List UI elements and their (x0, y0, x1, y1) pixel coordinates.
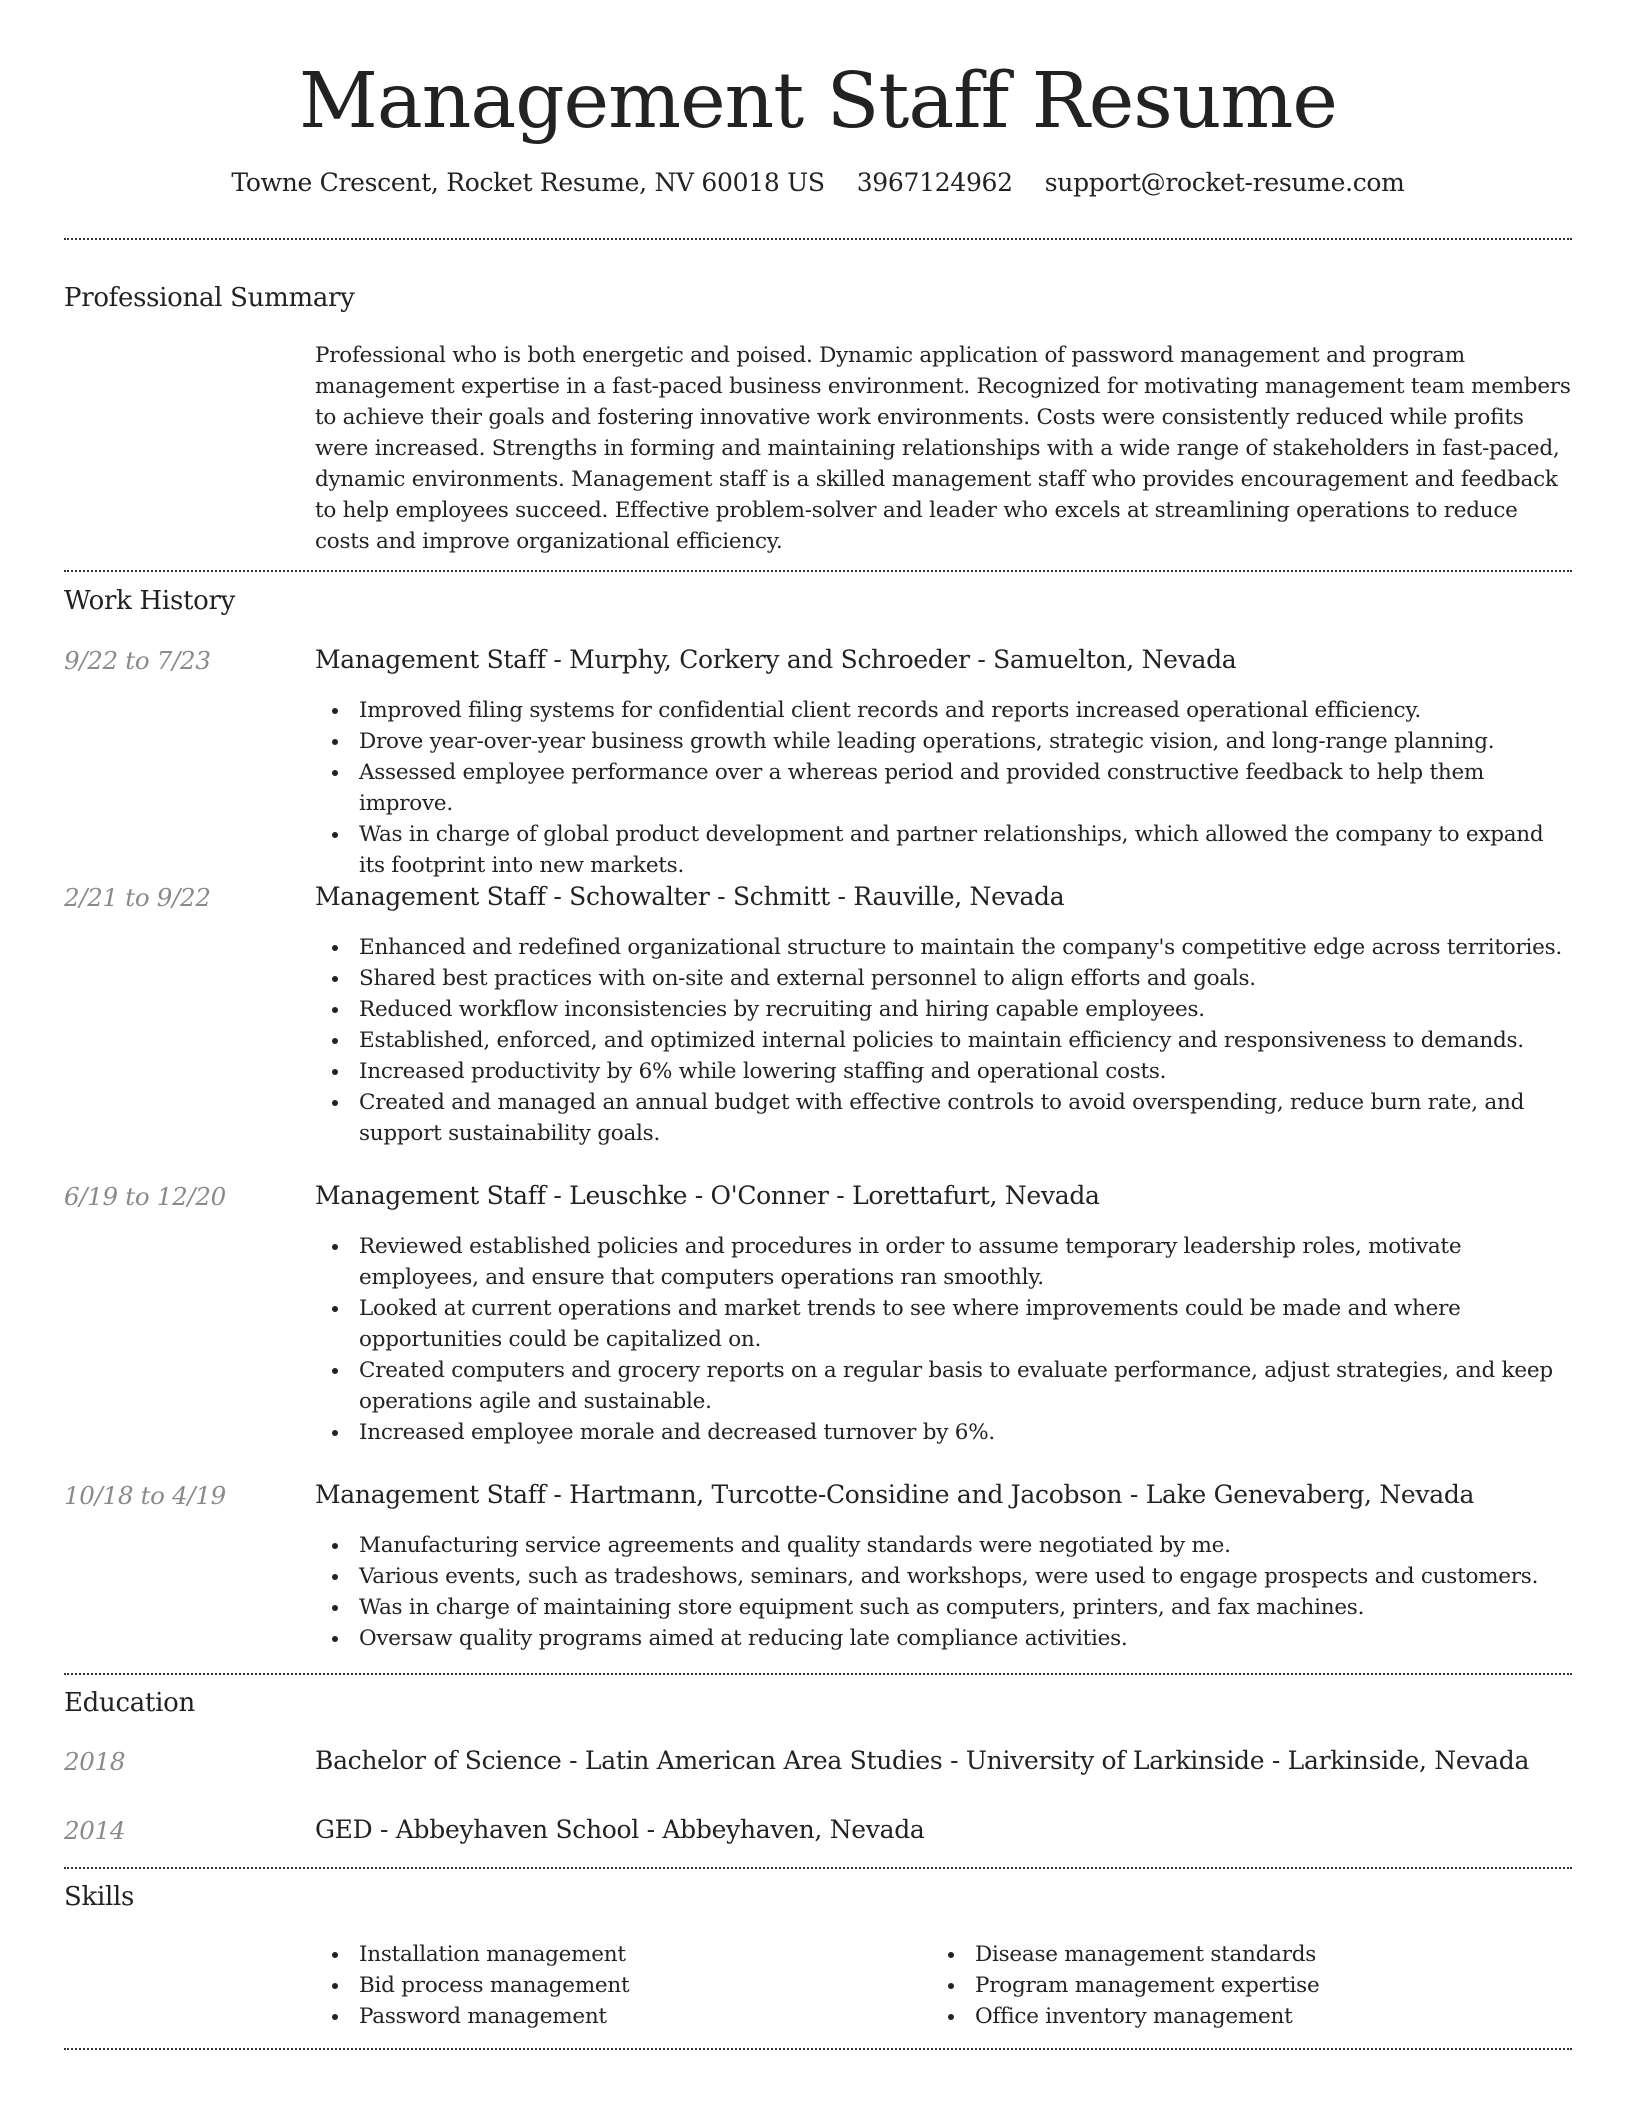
skill-item: Office inventory management (931, 2001, 1531, 2032)
list-item: Was in charge of global product development and partner relationships, which allowed the company to expand its footprint into new markets. (315, 819, 1572, 881)
skill-item: Program management expertise (931, 1970, 1531, 2001)
skills-list-right (931, 1939, 1531, 2032)
skill-item: Password management (315, 2001, 915, 2032)
resume-header (64, 0, 1572, 197)
divider (64, 238, 1572, 240)
job-role: Management Staff (315, 1480, 546, 1509)
list-item: Shared best practices with on-site and external personnel to align efforts and goals. (315, 963, 1572, 994)
job-role: Management Staff (315, 1181, 546, 1210)
skill-item: Disease management standards (931, 1939, 1531, 1970)
list-item: Reviewed established policies and procedures in order to assume temporary leadership roles, motivate employees, and ensure that computers operations ran smoothly. (315, 1231, 1572, 1293)
job-company: Schowalter - Schmitt (569, 882, 830, 911)
job-title: Management Staff - Leuschke - O'Conner - Lorettafurt, Nevada (315, 1181, 1100, 1210)
skill-item: Bid process management (315, 1970, 915, 2001)
job-date: 6/19 to 12/20 (64, 1182, 226, 1211)
job-location: Rauville, Nevada (853, 882, 1065, 911)
list-item: Drove year-over-year business growth while leading operations, strategic vision, and long-range planning. (315, 726, 1572, 757)
job-title: Management Staff - Schowalter - Schmitt - Rauville, Nevada (315, 882, 1065, 911)
section-title-summary: Professional Summary (64, 283, 355, 313)
job-date: 10/18 to 4/19 (64, 1481, 226, 1510)
section-title-work: Work History (64, 586, 236, 616)
education-entry: Bachelor of Science - Latin American Area Studies - University of Larkinside - Larkinside, Nevada (315, 1746, 1530, 1775)
education-entry: GED - Abbeyhaven School - Abbeyhaven, Nevada (315, 1815, 925, 1844)
job-company: Hartmann, Turcotte-Considine and Jacobson (569, 1480, 1123, 1509)
divider (64, 570, 1572, 572)
job-location: Samuelton, Nevada (993, 645, 1237, 674)
job-location: Lorettafurt, Nevada (852, 1181, 1100, 1210)
divider (64, 2048, 1572, 2050)
list-item: Reduced workflow inconsistencies by recruiting and hiring capable employees. (315, 994, 1572, 1025)
list-item: Oversaw quality programs aimed at reducing late compliance activities. (315, 1623, 1572, 1654)
contact-address: Towne Crescent, Rocket Resume, NV 60018 US (231, 168, 825, 197)
job-role: Management Staff (315, 645, 546, 674)
contact-line (64, 168, 1572, 197)
summary-text: Professional who is both energetic and poised. Dynamic application of password management and program management expertise in a fast-paced business environment. Recognized for motivating management team members to achieve their goals and fostering innovative work environments. Costs were consistently reduced while profits were increased. Strengths in forming and maintaining relationships with a wide range of stakeholders in fast-paced, dynamic environments. Management staff is a skilled management staff who provides encouragement and feedback to help employees succeed. Effective problem-solver and leader who excels at streamlining operations to reduce costs and improve organizational efficiency. (315, 343, 1571, 554)
divider (64, 1673, 1572, 1675)
job-bullets (315, 1530, 1572, 1654)
list-item: Increased productivity by 6% while lowering staffing and operational costs. (315, 1056, 1572, 1087)
list-item: Manufacturing service agreements and quality standards were negotiated by me. (315, 1530, 1572, 1561)
list-item: Enhanced and redefined organizational structure to maintain the company's competitive edge across territories. (315, 932, 1572, 963)
job-title: Management Staff - Hartmann, Turcotte-Considine and Jacobson - Lake Genevaberg, Nevada (315, 1480, 1475, 1509)
job-bullets (315, 695, 1572, 881)
list-item: Established, enforced, and optimized internal policies to maintain efficiency and responsiveness to demands. (315, 1025, 1572, 1056)
job-bullets (315, 1231, 1572, 1448)
resume-name: Management Staff Resume (298, 57, 1337, 146)
list-item: Improved filing systems for confidential client records and reports increased operational efficiency. (315, 695, 1572, 726)
job-date: 9/22 to 7/23 (64, 646, 211, 675)
job-title: Management Staff - Murphy, Corkery and Schroeder - Samuelton, Nevada (315, 645, 1237, 674)
education-date: 2018 (64, 1747, 126, 1776)
section-title-education: Education (64, 1688, 195, 1718)
list-item: Was in charge of maintaining store equipment such as computers, printers, and fax machines. (315, 1592, 1572, 1623)
list-item: Various events, such as tradeshows, seminars, and workshops, were used to engage prospects and customers. (315, 1561, 1572, 1592)
list-item: Assessed employee performance over a whereas period and provided constructive feedback to help them improve. (315, 757, 1572, 819)
contact-phone: 3967124962 (856, 168, 1013, 197)
job-date: 2/21 to 9/22 (64, 883, 211, 912)
contact-email: support@rocket-resume.com (1044, 168, 1405, 197)
skill-item: Installation management (315, 1939, 915, 1970)
list-item: Looked at current operations and market trends to see where improvements could be made and where opportunities could be capitalized on. (315, 1293, 1572, 1355)
skills-list-left (315, 1939, 915, 2032)
list-item: Created and managed an annual budget with effective controls to avoid overspending, reduce burn rate, and support sustainability goals. (315, 1087, 1572, 1149)
job-location: Lake Genevaberg, Nevada (1145, 1480, 1475, 1509)
section-title-skills: Skills (64, 1882, 135, 1912)
education-date: 2014 (64, 1816, 126, 1845)
job-bullets (315, 932, 1572, 1149)
job-role: Management Staff (315, 882, 546, 911)
list-item: Increased employee morale and decreased turnover by 6%. (315, 1417, 1572, 1448)
job-company: Leuschke - O'Conner (569, 1181, 829, 1210)
job-company: Murphy, Corkery and Schroeder (569, 645, 970, 674)
list-item: Created computers and grocery reports on a regular basis to evaluate performance, adjust strategies, and keep operations agile and sustainable. (315, 1355, 1572, 1417)
divider (64, 1867, 1572, 1869)
